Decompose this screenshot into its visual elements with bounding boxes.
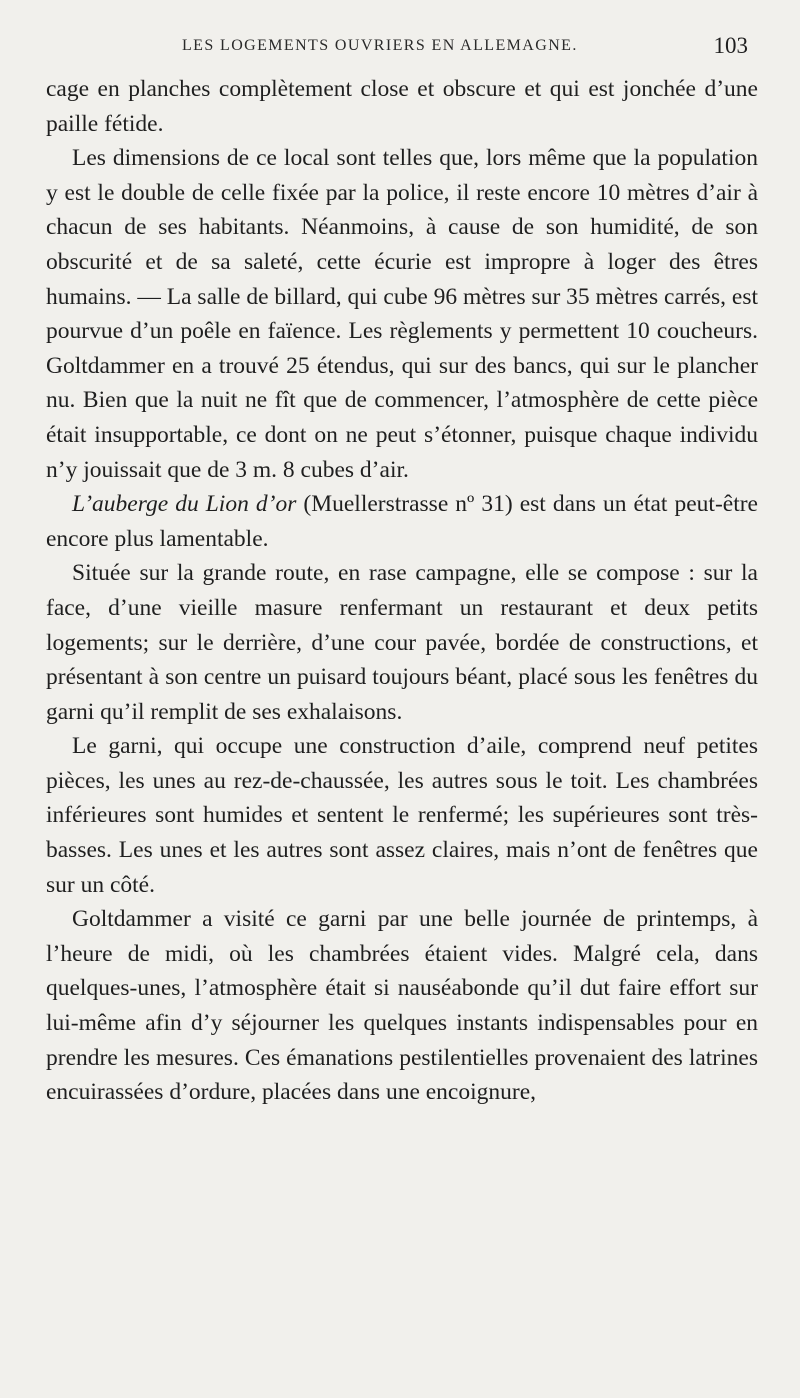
italic-lead: L’auberge du Lion d’or <box>72 491 297 518</box>
paragraph-continuation: cage en planches complètement close et obscure et qui est jonchée d’une paille fétide. <box>46 76 758 137</box>
paragraph: Située sur la grande route, en rase campagne, elle se compose : sur la face, d’une vieille masure renfermant un restaurant et deux petits logements; sur le derrière, d’une cour pavée, bordée de constructions, et présentant à son centre un puisard toujours béant, placé sous les fenêtres du garni qu’il remplit de ses exhalaisons. <box>46 560 758 725</box>
page-header <box>40 33 760 69</box>
page-number: 103 <box>713 33 748 58</box>
paragraph: Le garni, qui occupe une construction d’aile, comprend neuf petites pièces, les unes au rez-de-chaussée, les autres sous le toit. Les chambrées inférieures sont humides et sentent le renfermé; les supérieures sont très-basses. Les unes et les autres sont assez claires, mais n’ont de fenêtres que sur un côté. <box>46 733 758 898</box>
body-text <box>46 72 758 1110</box>
running-title: LES LOGEMENTS OUVRIERS EN ALLEMAGNE. <box>182 37 578 54</box>
paragraph: Les dimensions de ce local sont telles que, lors même que la population y est le double de celle fixée par la police, il reste encore 10 mètres d’air à chacun de ses habitants. Néanmoins, à cause de son humidité, de son obscurité et de sa saleté, cette écurie est impropre à loger des êtres humains. — La salle de billard, qui cube 96 mètres sur 35 mètres carrés, est pourvue d’un poêle en faïence. Les règlements y permettent 10 coucheurs. Goltdammer en a trouvé 25 étendus, qui sur des bancs, qui sur le plancher nu. Bien que la nuit ne fît que de commencer, l’atmosphère de cette pièce était insupportable, ce dont on ne peut s’étonner, puisque chaque individu n’y jouissait que de 3 m. 8 cubes d’air. <box>46 145 758 483</box>
paragraph: Goltdammer a visité ce garni par une belle journée de printemps, à l’heure de midi, où les chambrées étaient vides. Malgré cela, dans quelques-unes, l’atmosphère était si nauséabonde qu’il dut faire effort sur lui-même afin d’y séjourner les quelques instants indispensables pour en prendre les mesures. Ces émanations pestilentielles provenaient des latrines encuirassées d’ordure, placées dans une encoignure, <box>46 906 758 1106</box>
paragraph: L’auberge du Lion d’or (Muellerstrasse nº 31) est dans un état peut-être encore plus lamentable. <box>46 491 758 552</box>
